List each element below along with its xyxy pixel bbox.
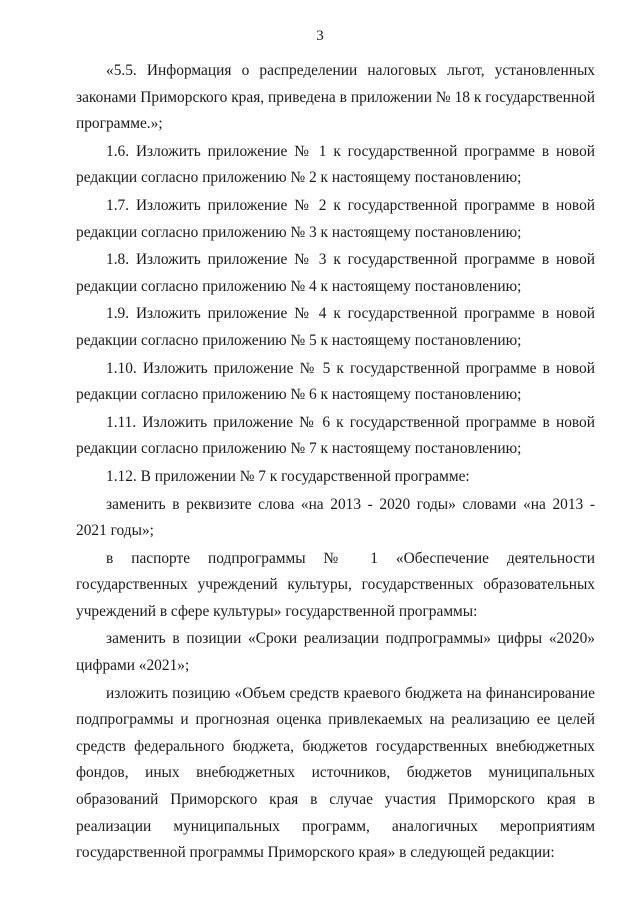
paragraph-budget-position: изложить позицию «Объем средств краевого бюджета на финансирование подпрограммы и прогнозная оценка привлекаемых на реализацию ее целей средств федерального бюджета, бюджетов государственных внебюджетных фондов, иных внебюджетных источников, бюджетов муниципальных образований Приморского края в случае участия Приморского края в реализации муниципальных программ, аналогичных мероприятиям государственной программы Приморского края» в следующей редакции: xyxy=(76,684,595,862)
paragraph-1-8: 1.8. Изложить приложение № 3 к государственной программе в новой редакции согласно приложению № 4 к настоящему постановлению; xyxy=(76,251,595,295)
page-number: 3 xyxy=(316,28,324,44)
paragraph-replace-terms: заменить в позиции «Сроки реализации подпрограммы» цифры «2020» цифрами «2021»; xyxy=(76,630,595,675)
paragraph-replace-requisite: заменить в реквизите слова «на 2013 - 2020 годы» словами «на 2013 - 2021 годы»; xyxy=(76,495,595,540)
paragraph-1-11: 1.11. Изложить приложение № 6 к государственной программе в новой редакции согласно приложению № 7 к настоящему постановлению; xyxy=(76,413,595,458)
paragraph-1-7: 1.7. Изложить приложение № 2 к государственной программе в новой редакции согласно приложению № 3 к настоящему постановлению; xyxy=(76,196,595,241)
paragraph-subprogram-passport: в паспорте подпрограммы № 1 «Обеспечение деятельности государственных учреждений культуры, государственных образовательных учреждений в сфере культуры» государственной программы: xyxy=(76,549,595,620)
document-body xyxy=(76,58,595,868)
paragraph-1-10: 1.10. Изложить приложение № 5 к государственной программе в новой редакции согласно приложению № 6 к настоящему постановлению; xyxy=(76,359,595,404)
paragraph-5-5: «5.5. Информация о распределении налоговых льгот, установленных законами Приморского края, приведена в приложении № 18 к государственной программе.»; xyxy=(76,62,595,133)
paragraph-1-9: 1.9. Изложить приложение № 4 к государственной программе в новой редакции согласно приложению № 5 к настоящему постановлению; xyxy=(76,305,595,349)
paragraph-1-12: 1.12. В приложении № 7 к государственной программе: xyxy=(106,467,470,485)
paragraph-1-6: 1.6. Изложить приложение № 1 к государственной программе в новой редакции согласно приложению № 2 к настоящему постановлению; xyxy=(76,142,595,187)
